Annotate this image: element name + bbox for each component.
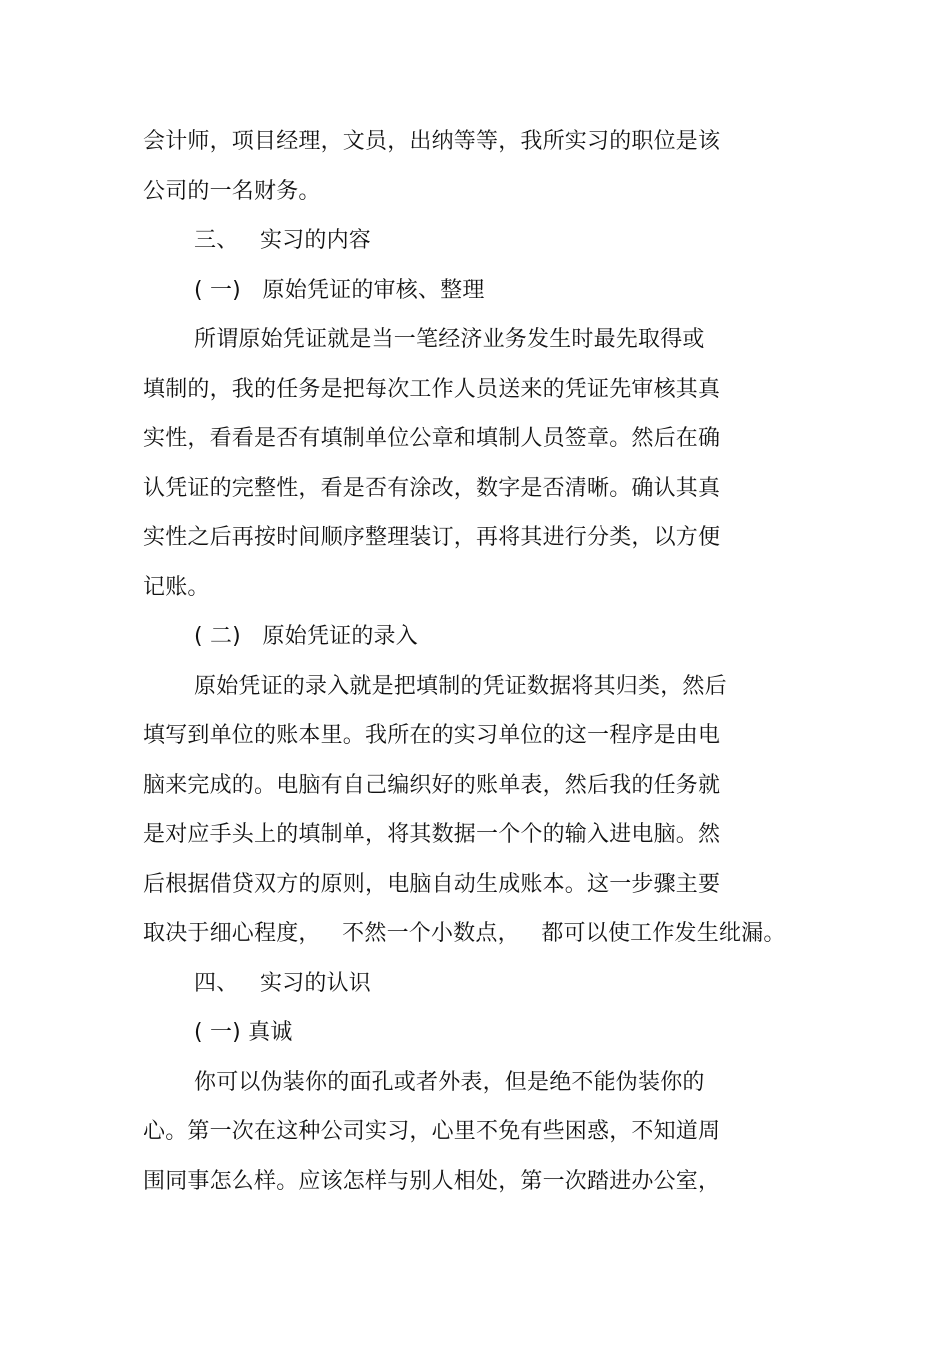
body-text-line: 取决于细心程度， 不然一个小数点， 都可以使工作发生纰漏。 [143, 921, 786, 946]
subsection-heading: ( 二) 原始凭证的录入 [194, 624, 418, 649]
body-text-line: 脑来完成的。电脑有自己编织好的账单表，然后我的任务就 [143, 773, 721, 798]
body-text-line: 后根据借贷双方的原则，电脑自动生成账本。这一步骤主要 [143, 872, 721, 897]
paragraph-first-line: 所谓原始凭证就是当一笔经济业务发生时最先取得或 [194, 327, 705, 352]
body-text-line: 记账。 [143, 575, 210, 600]
subsection-heading: ( 一) 原始凭证的审核、整理 [194, 278, 485, 303]
body-text-line: 是对应手头上的填制单，将其数据一个个的输入进电脑。然 [143, 822, 721, 847]
body-text-line: 实性，看看是否有填制单位公章和填制人员签章。然后在确 [143, 426, 721, 451]
body-text-line: 心。第一次在这种公司实习，心里不免有些困惑，不知道周 [143, 1119, 721, 1144]
body-text-line: 会计师，项目经理，文员，出纳等等，我所实习的职位是该 [143, 129, 721, 154]
body-text-line: 填制的，我的任务是把每次工作人员送来的凭证先审核其真 [143, 377, 721, 402]
body-text-line: 填写到单位的账本里。我所在的实习单位的这一程序是由电 [143, 723, 721, 748]
section-heading: 三、 实习的内容 [194, 228, 371, 253]
body-text-line: 公司的一名财务。 [143, 179, 321, 204]
section-heading: 四、 实习的认识 [194, 971, 371, 996]
body-text-line: 认凭证的完整性，看是否有涂改，数字是否清晰。确认其真 [143, 476, 721, 501]
body-text-line: 围同事怎么样。应该怎样与别人相处，第一次踏进办公室， [143, 1169, 721, 1194]
paragraph-first-line: 原始凭证的录入就是把填制的凭证数据将其归类，然后 [194, 674, 727, 699]
body-text-line: 实性之后再按时间顺序整理装订，再将其进行分类，以方便 [143, 525, 721, 550]
subsection-heading: ( 一) 真诚 [194, 1020, 293, 1045]
paragraph-first-line: 你可以伪装你的面孔或者外表，但是绝不能伪装你的 [194, 1070, 705, 1095]
